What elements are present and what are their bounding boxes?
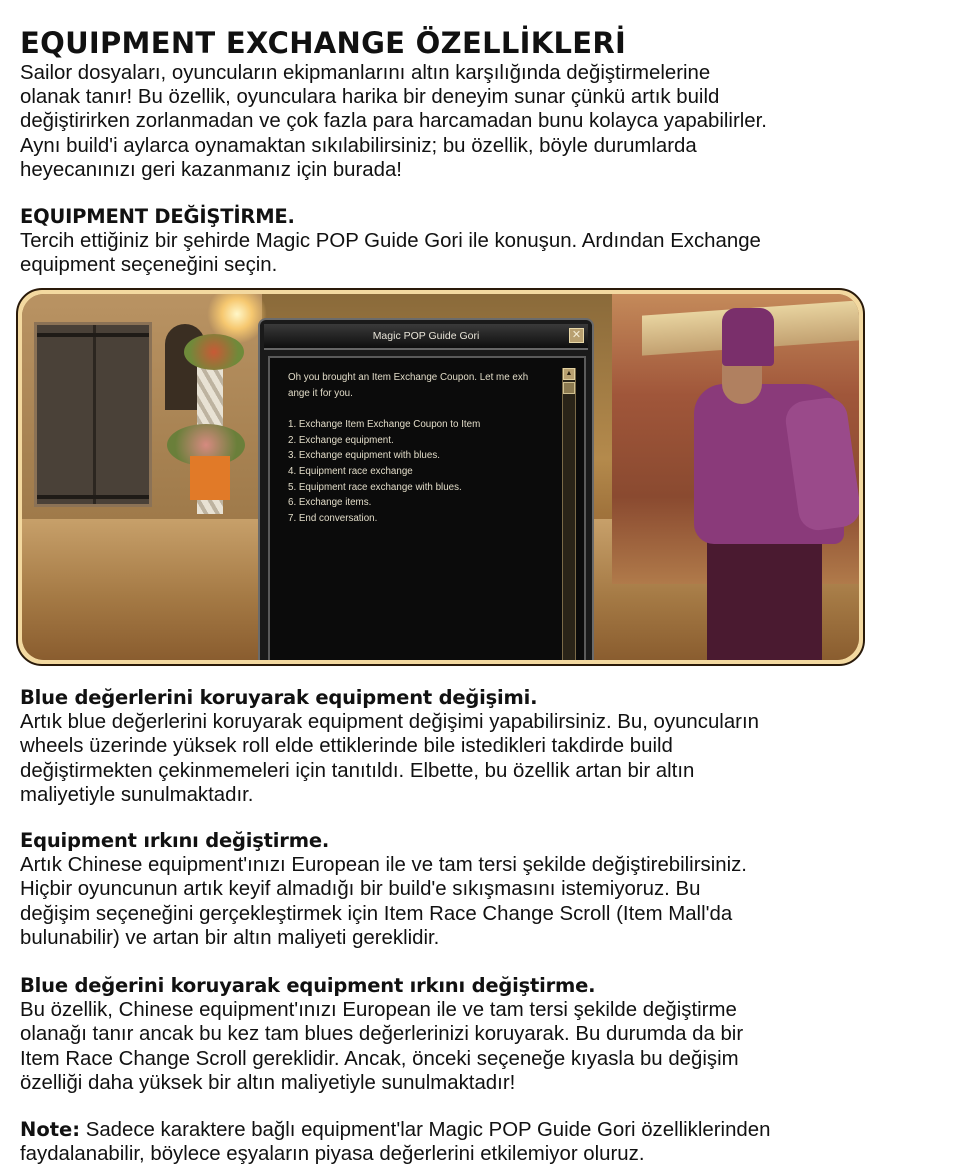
section-line: equipment seçeneğini seçin. [20,254,278,277]
intro-line: değiştirirken zorlanmadan ve çok fazla para harcamadan bunu kolayca yapabilirler. [20,110,767,133]
scroll-up-arrow-icon[interactable]: ▲ [563,368,575,380]
dialog-text [288,370,550,526]
dialog-title: Magic POP Guide Gori [372,330,480,342]
scene-door [34,322,152,507]
section-line: Item Race Change Scroll gereklidir. Ancak, önceki seçeneğe kıyasla bu değişim [20,1047,739,1070]
dialog-option-4[interactable]: 4. Equipment race exchange [288,465,413,477]
intro-line: Aynı build'i aylarca oynamaktan sıkılabilirsiniz; bu özellik, böyle durumlarda [20,134,697,157]
intro-paragraph [20,61,950,182]
section-line: Tercih ettiğiniz bir şehirde Magic POP Guide Gori ile konuşun. Ardından Exchange [20,230,761,253]
section-line: Artık blue değerlerini koruyarak equipment değişimi yapabilirsiniz. Bu, oyuncuların [20,711,759,734]
dialog-option-2[interactable]: 2. Exchange equipment. [288,434,394,446]
section-line: özelliği daha yüksek bir altın maliyetiyle sunulmaktadır! [20,1071,516,1094]
section-line: wheels üzerinde yüksek roll elde ettiklerinde bile istedikleri takdirde build [20,735,673,758]
note-line [20,1118,950,1142]
scene-flowers-top [184,334,244,370]
section-line: Bu özellik, Chinese equipment'ınızı European ile ve tam tersi şekilde değiştirme [20,999,737,1022]
note-label: Note: [20,1118,81,1141]
note-paragraph [20,1118,950,1166]
dialog-option-5[interactable]: 5. Equipment race exchange with blues. [288,481,462,493]
note-line: faydalanabilir, böylece eşyaların piyasa değerlerini etkilemiyor oluruz. [20,1143,645,1166]
dialog-option-1[interactable]: 1. Exchange Item Exchange Coupon to Item [288,419,481,431]
section-line: değişim seçeneğini gerçekleştirmek için Item Race Change Scroll (Item Mall'da [20,902,733,925]
scene-vase [190,456,230,500]
section-blue-exchange [20,686,950,807]
scroll-thumb[interactable] [563,382,575,394]
npc-legs [707,539,822,660]
dialog-intro-line: ange it for you. [288,387,353,399]
section-heading: Blue değerlerini koruyarak equipment değişimi. [20,686,538,709]
dialog-option-3[interactable]: 3. Exchange equipment with blues. [288,450,440,462]
section-line: olanağı tanır ancak bu kez tam blues değerlerinizi koruyarak. Bu durumda da bir [20,1023,744,1046]
section-line: değiştirmekten çekinmemeleri için tanıtıldı. Elbette, bu özellik artan bir altın [20,759,695,782]
npc-dialog-window [258,318,594,660]
dialog-scrollbar[interactable] [562,368,576,660]
dialog-title-bar[interactable] [264,324,588,350]
dialog-option-7[interactable]: 7. End conversation. [288,512,378,524]
dialog-body [268,356,586,660]
section-line: maliyetiyle sunulmaktadır. [20,783,254,806]
section-line: bulunabilir) ve artan bir altın maliyeti gereklidir. [20,926,440,949]
intro-line: heyecanınızı geri kazanmanız için burada! [20,158,402,181]
npc-hat [722,308,774,366]
intro-line: olanak tanır! Bu özellik, oyunculara harika bir deneyim sunar çünkü artık build [20,86,720,109]
section-heading: EQUIPMENT DEĞİŞTİRME. [20,205,295,228]
section-line: Hiçbir oyuncunun artık keyif almadığı bir build'e sıkışmasını istemiyoruz. Bu [20,878,701,901]
dialog-option-6[interactable]: 6. Exchange items. [288,497,372,509]
game-screenshot [16,288,865,666]
close-x-icon[interactable]: ✕ [569,328,584,343]
section-race-exchange [20,829,950,950]
page-title: EQUIPMENT EXCHANGE ÖZELLİKLERİ [20,26,627,60]
intro-line: Sailor dosyaları, oyuncuların ekipmanlarını altın karşılığında değiştirmelerine [20,62,711,84]
note-text: Sadece karaktere bağlı equipment'lar Magic POP Guide Gori özelliklerinden [80,1119,771,1141]
game-scene [22,294,859,660]
dialog-intro-line: Oh you brought an Item Exchange Coupon. Let me exh [288,372,529,383]
section-heading: Equipment ırkını değiştirme. [20,829,330,852]
section-equipment-exchange [20,205,950,278]
section-heading: Blue değerini koruyarak equipment ırkını değiştirme. [20,974,596,997]
section-line: Artık Chinese equipment'ınızı European ile ve tam tersi şekilde değiştirebilirsiniz. [20,854,747,877]
section-race-exchange-blue [20,974,950,1095]
